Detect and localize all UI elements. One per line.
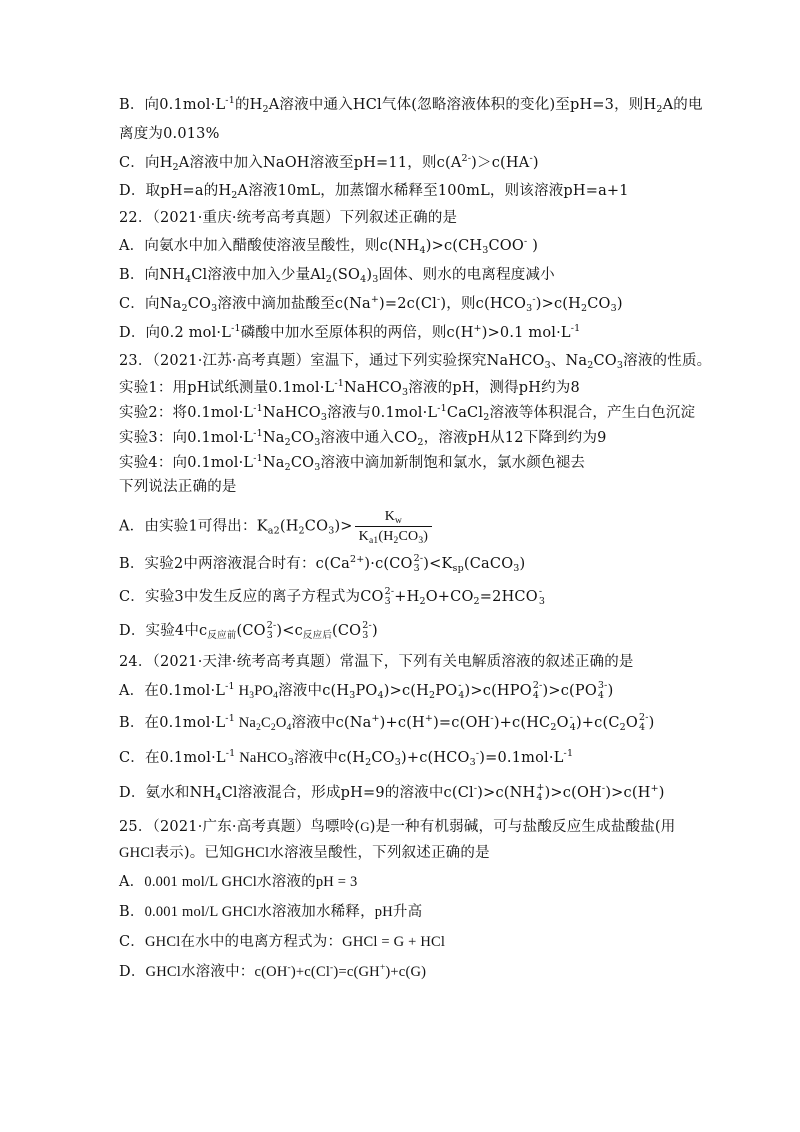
question-22-stem: 22．（2021·重庆·统考高考真题）下列叙述正确的是 xyxy=(119,210,458,226)
option-21-c: C．向$H_2A$溶液中加入NaOH溶液至pH=11，则$c(A^{2-})>c(HA^-)$ xyxy=(119,153,539,173)
question-23-stem: 23．（2021·江苏·高考真题）室温下，通过下列实验探究NaHCO$_3$、$Na_2CO_3$溶液的性质。 xyxy=(119,353,712,371)
question-24-stem: 24．（2021·天津·统考高考真题）常温下，下列有关电解质溶液的叙述正确的是 xyxy=(119,654,634,670)
option-21-b-line2: 离度为0.013% xyxy=(119,126,220,142)
option-21-d: D．取pH=a的$H_2A$溶液10mL，加蒸馏水稀释至100mL，则该溶液pH=a+1 xyxy=(119,183,629,201)
option-23-a: A．由实验1可得出：$K_{a2}(H_2CO_3)>$ $\frac{K_w}{K_{a1}(H_2CO_3)}$ xyxy=(119,508,434,545)
option-23-c: C．实验3中发生反应的离子方程式为CO 2- 3 $+H_2O+CO_2=2HCO$ - 3 xyxy=(119,586,546,607)
option-25-a: A．0.001 mol/L GHCl水溶液的pH = 3 xyxy=(119,874,358,890)
option-24-c: C．在$0.1mol\cdot L^{-1}$ NaHCO$_3$溶液中$c(H_2CO_3)+c(HCO_3^-)=0.1mol\cdot L^{-1}$ xyxy=(119,748,574,768)
option-22-b: B．向$NH_4Cl$溶液中加入少量$Al_2(SO_4)_3$固体、则水的电离程度减小 xyxy=(119,267,555,285)
option-21-b-line1: B．向$0.1mol\cdot L^{-1}$的$H_2A$溶液中通入HCl气体(忽略溶液体积的变化)至pH=3，则$H_2A$的电 xyxy=(119,95,703,115)
option-25-b: B．0.001 mol/L GHCl水溶液加水稀释，pH升高 xyxy=(119,904,423,920)
experiment-3: 实验3：向$0.1mol\cdot L^{-1}Na_2CO_3$溶液中通入$CO_2$，溶液pH从12下降到约为9 xyxy=(119,428,607,448)
experiment-4: 实验4：向$0.1mol\cdot L^{-1}Na_2CO_3$溶液中滴加新制饱和氯水，氯水颜色褪去 xyxy=(119,453,586,473)
option-24-d: D．氨水和$NH_4Cl$溶液混合，形成pH=9的溶液中c(Cl-)>c(NH + 4 )>c(OH-)>c(H+) xyxy=(119,782,665,803)
option-24-a: A．在$0.1mol\cdot L^{-1}$ $H_3PO_4$溶液中$c(H_3PO_4)>c(H_2PO$ - 4 )>c(HPO 2- 4 )>c(PO 3- 4 ) xyxy=(119,680,614,701)
option-25-d: D．GHCl水溶液中：c(OH-)+c(Cl-)=c(GH+)+c(G) xyxy=(119,963,427,980)
experiment-1: 实验1：用pH试纸测量$0.1mol\cdot L^{-1}NaHCO_3$溶液的pH，测得pH约为8 xyxy=(119,378,580,398)
option-25-c: C．GHCl在水中的电离方程式为：GHCl = G + HCl xyxy=(119,934,446,950)
option-23-d: D．实验4中$c_{反应前}(CO$ 2- 3 )$<c_{反应后}(CO$ 2- 3 ) xyxy=(119,620,378,641)
option-22-a: A．向氨水中加入醋酸使溶液呈酸性，则$c(NH_4)>c(CH_3COO^-$ ) xyxy=(119,236,539,256)
experiment-2: 实验2：将$0.1mol\cdot L^{-1}NaHCO_3$溶液与$0.1mol\cdot L^{-1}CaCl_2$溶液等体积混合，产生白色沉淀 xyxy=(119,403,696,423)
option-22-c: C．向$Na_2CO_3$溶液中滴加盐酸至c(Na+)=2c(Cl-)，则$c(HCO_3^-)>c(H_2CO_3)$ xyxy=(119,294,623,314)
option-22-d: D．向0.2 $mol\cdot L^{-1}$磷酸中加水至原体积的两倍，则c(H+)>0.1 $mol\cdot L^{-1}$ xyxy=(119,323,581,341)
question-25-stem-line1: 25．（2021·广东·高考真题）鸟嘌呤(G)是一种有机弱碱，可与盐酸反应生成盐酸盐(用 xyxy=(119,819,676,835)
ka-fraction: $\frac{K_w}{K_{a1}(H_2CO_3)}$ xyxy=(355,508,433,545)
question-25-stem-line2: GHCl表示)。已知GHCl水溶液呈酸性，下列叙述正确的是 xyxy=(119,845,490,861)
question-23-prompt: 下列说法正确的是 xyxy=(119,479,237,495)
option-23-b: B．实验2中两溶液混合时有：$c(Ca^{2+})\cdot c(CO$ 2- 3 )$<K_{sp}(CaCO_3)$ xyxy=(119,553,526,574)
option-24-b: B．在$0.1mol\cdot L^{-1}$ $Na_2C_2O_4$溶液中$c(Na^+)+c(H^+)=c(OH^-)+c(HC_2O$ - 4 )$+c(C_2O$ 2- 4 ) xyxy=(119,712,655,733)
